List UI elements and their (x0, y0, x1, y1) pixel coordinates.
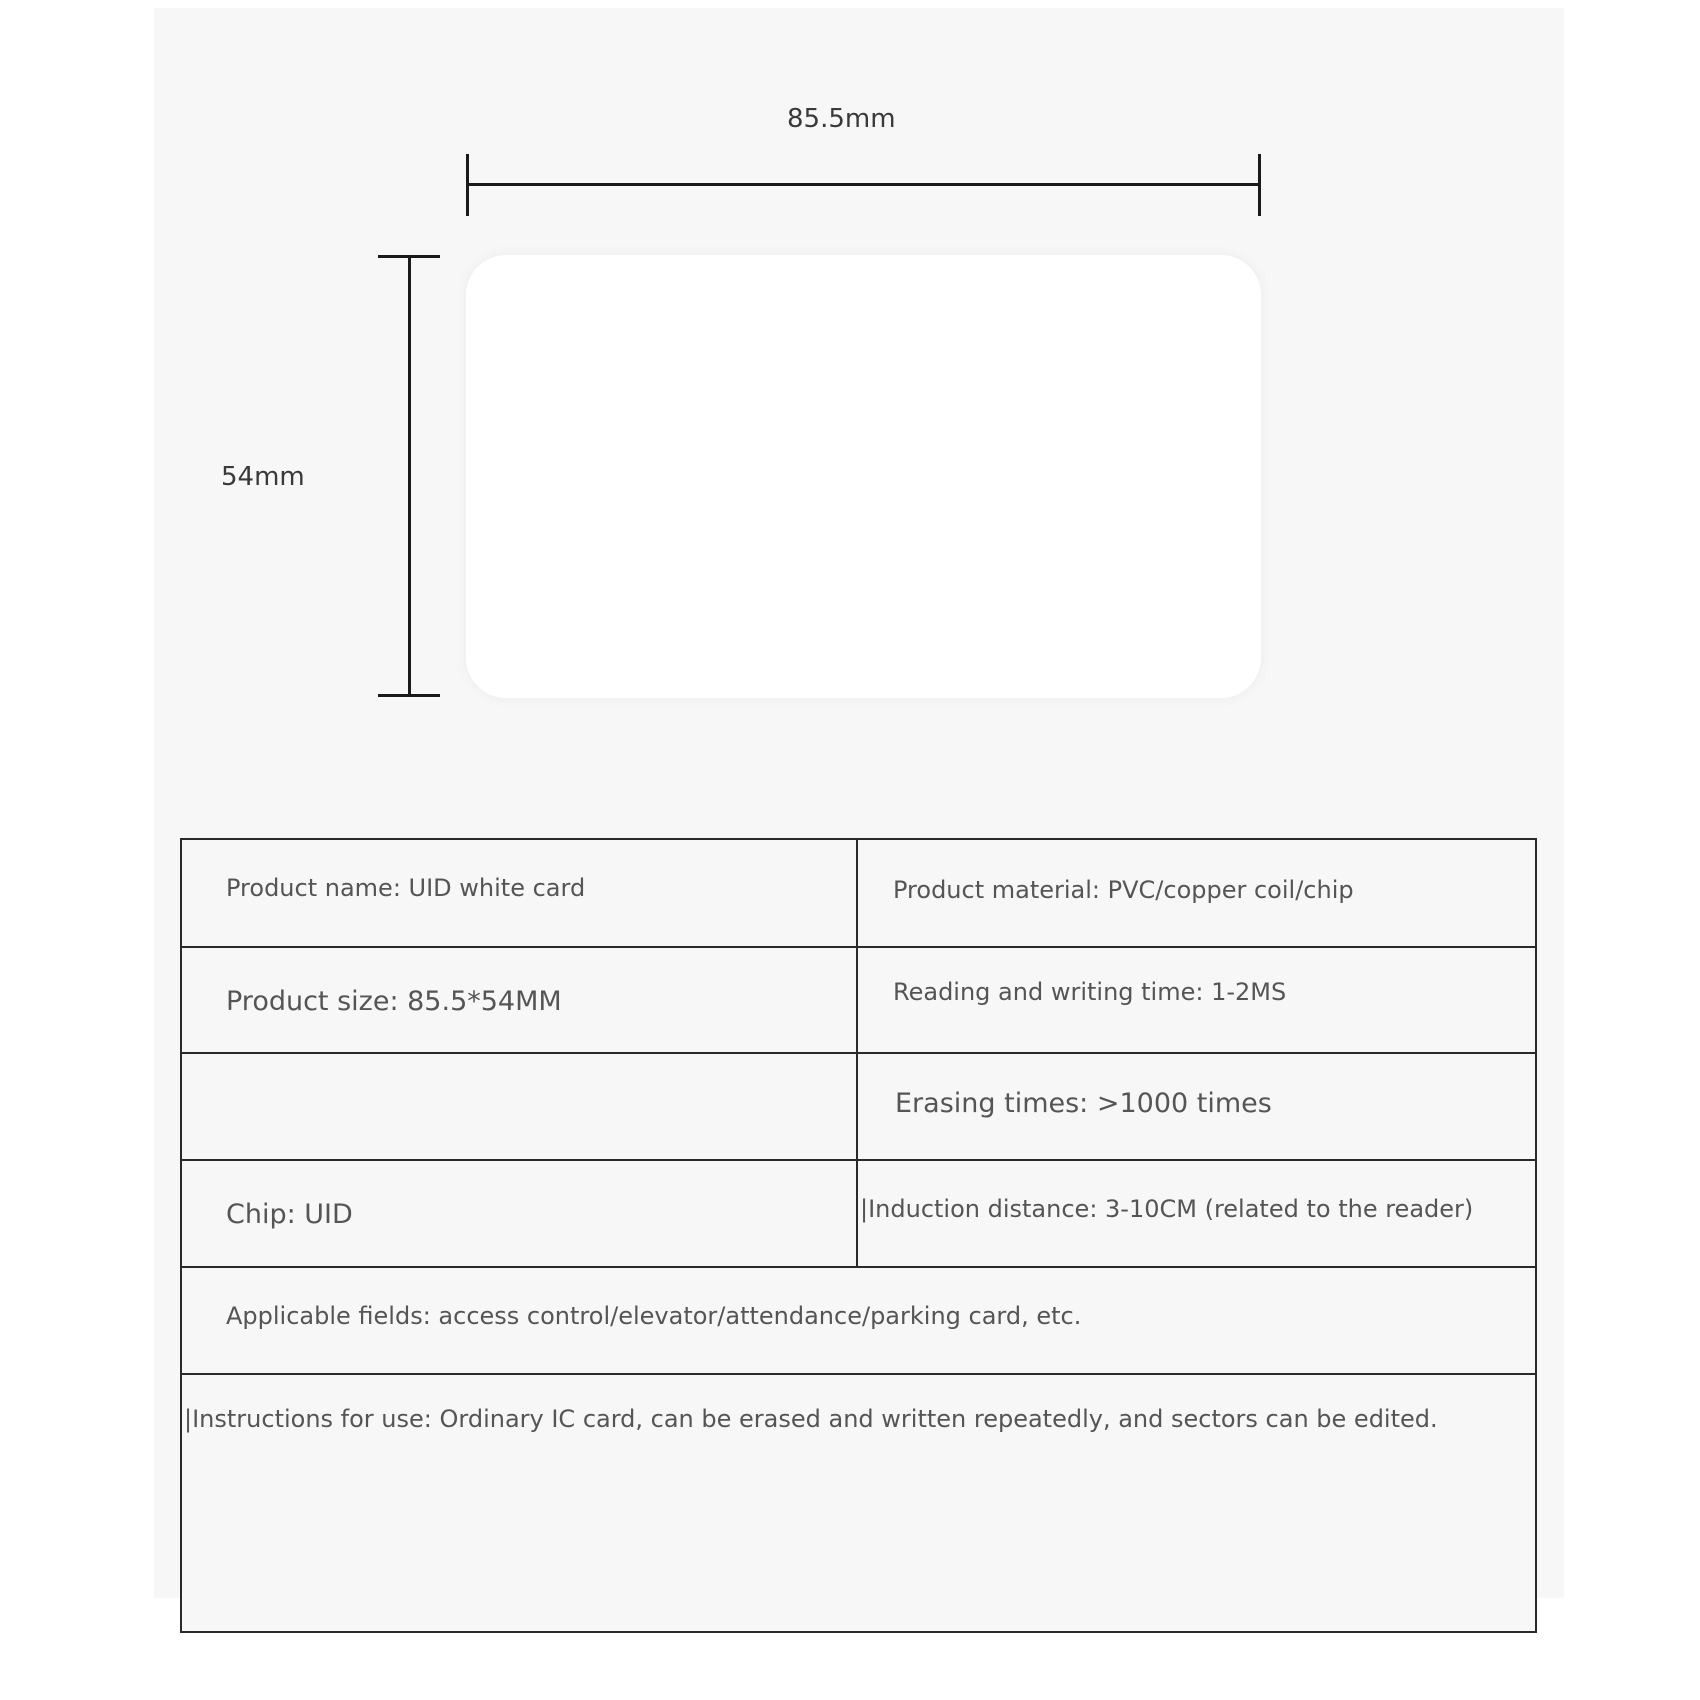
spec-cell (858, 1161, 1535, 1266)
induction-distance-text: |Induction distance: 3-10CM (related to the reader) (860, 1195, 1474, 1223)
chip-text: Chip: UID (226, 1199, 353, 1230)
applicable-fields-text: Applicable fields: access control/elevator/attendance/parking card, etc. (226, 1302, 1082, 1330)
spec-cell (182, 1375, 1535, 1631)
white-card-image (466, 255, 1261, 698)
width-dimension-label: 85.5mm (787, 104, 896, 134)
width-ruler-left-cap (466, 154, 469, 216)
height-ruler-top-cap (378, 255, 440, 258)
erasing-times-text: Erasing times: >1000 times (895, 1088, 1272, 1119)
spec-cell (182, 840, 858, 946)
spec-row (182, 1268, 1535, 1375)
spec-table (180, 838, 1537, 1633)
width-ruler-right-cap (1258, 154, 1261, 216)
spec-row (182, 948, 1535, 1054)
spec-row (182, 1375, 1535, 1631)
height-ruler-line (408, 256, 411, 696)
spec-row (182, 840, 1535, 948)
product-size-text: Product size: 85.5*54MM (226, 986, 562, 1017)
width-ruler-line (467, 183, 1260, 186)
spec-cell-empty (182, 1054, 858, 1159)
product-name-text: Product name: UID white card (226, 874, 586, 902)
spec-cell (858, 948, 1535, 1052)
spec-row (182, 1054, 1535, 1161)
spec-cell (858, 840, 1535, 946)
spec-cell (858, 1054, 1535, 1159)
reading-writing-time-text: Reading and writing time: 1-2MS (893, 978, 1287, 1006)
instructions-text: |Instructions for use: Ordinary IC card, can be erased and written repeatedly, and sectors can be edited. (184, 1405, 1438, 1433)
height-ruler-bottom-cap (378, 694, 440, 697)
spec-cell (182, 1161, 858, 1266)
product-material-text: Product material: PVC/copper coil/chip (893, 876, 1354, 904)
spec-cell (182, 948, 858, 1052)
height-dimension-label: 54mm (221, 462, 305, 492)
spec-cell (182, 1268, 1535, 1373)
spec-row (182, 1161, 1535, 1268)
